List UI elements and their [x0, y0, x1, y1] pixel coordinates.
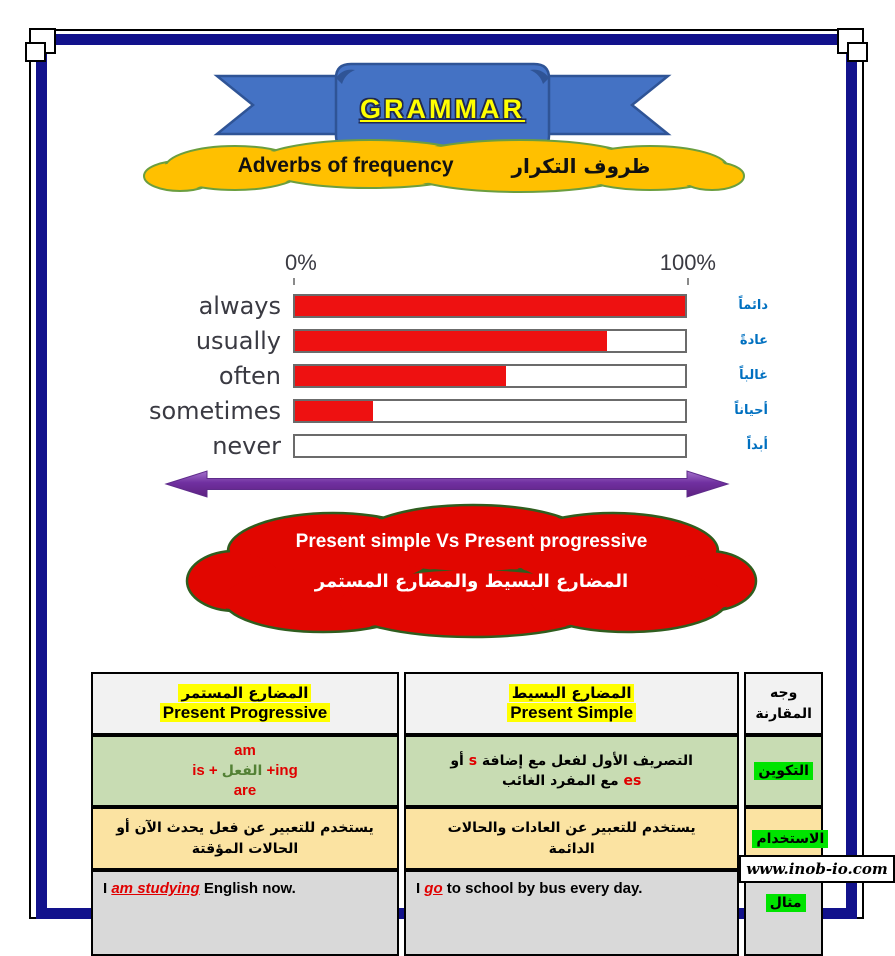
- chart-bar-fill: [295, 296, 685, 316]
- formation-ing: +ing: [262, 761, 298, 779]
- formation-is-line: [99, 761, 391, 781]
- example-row: [91, 870, 823, 956]
- header-simple-en: Present Simple: [507, 703, 636, 722]
- example-progressive-cell: [91, 870, 399, 956]
- chart-bar-fill: [295, 331, 607, 351]
- verb-highlight: am studying: [111, 880, 200, 897]
- sentence-end: English now.: [199, 880, 296, 897]
- header-progressive-en: Present Progressive: [160, 703, 330, 722]
- chart-row: [0, 323, 893, 358]
- chart-bar-track: [293, 399, 687, 423]
- chart-bar-track: [293, 329, 687, 353]
- chart-row: [0, 358, 893, 393]
- chart-row: [0, 393, 893, 428]
- sentence-start: I: [415, 880, 425, 897]
- comparison-title-ar: المضارع البسيط والمضارع المستمر: [314, 571, 629, 592]
- formation-simple-text: [412, 751, 731, 792]
- corner-ornament: [847, 42, 868, 62]
- topic-title-ar: ظروف التكرار: [511, 154, 651, 178]
- chart-arabic-label: عادةً: [739, 333, 768, 348]
- header-aspect: [744, 672, 823, 735]
- usage-simple-text: يستخدم للتعبير عن العادات والحالات الدائمة: [447, 820, 696, 857]
- usage-row: [91, 807, 823, 870]
- formation-are: are: [233, 782, 257, 800]
- header-progressive-ar: المضارع المستمر: [178, 684, 311, 702]
- verb-highlight: go: [424, 880, 443, 897]
- chart-row: [0, 428, 893, 463]
- example-simple-sentence: [416, 880, 642, 897]
- chart-bar-fill: [295, 366, 506, 386]
- example-simple-cell: [404, 870, 739, 956]
- example-progressive-sentence: [103, 880, 296, 897]
- chart-bar-track: [293, 364, 687, 388]
- chart-arabic-label: دائماً: [738, 298, 768, 313]
- topic-title-en: Adverbs of frequency: [237, 154, 454, 177]
- usage-progressive-text: يستخدم للتعبير عن فعل يحدث الآن أو الحالات المؤقتة: [116, 820, 374, 857]
- chart-category-label: sometimes: [148, 396, 281, 425]
- chart-row: [0, 288, 893, 323]
- header-simple-ar: المضارع البسيط: [509, 684, 635, 702]
- formation-label: التكوين: [754, 762, 813, 780]
- usage-simple-cell: [404, 807, 739, 870]
- formation-simple-post: مع المفرد الغائب: [501, 773, 624, 789]
- formation-progressive-cell: [91, 735, 399, 807]
- comparison-cloud: [183, 499, 760, 643]
- chart-category-label: usually: [195, 326, 281, 355]
- chart-rows: [0, 288, 893, 463]
- chart-bar-fill: [295, 401, 373, 421]
- formation-simple-cell: [404, 735, 739, 807]
- chart-arabic-label: أبداً: [746, 438, 768, 453]
- corner-ornament: [25, 42, 46, 62]
- axis-tick: [293, 278, 295, 285]
- header-aspect-line2: المقارنة: [755, 705, 812, 722]
- chart-category-label: never: [212, 431, 281, 460]
- formation-am: am: [234, 741, 256, 759]
- topic-cloud: [140, 136, 748, 202]
- axis-max-label: 100%: [659, 250, 716, 275]
- formation-aspect-cell: [744, 735, 823, 807]
- sentence-end: to school by bus every day.: [442, 880, 643, 897]
- header-progressive: [91, 672, 399, 735]
- chart-bar-track: [293, 434, 687, 458]
- table-header-row: [91, 672, 823, 735]
- formation-s: s: [468, 752, 478, 769]
- formation-or: أو: [450, 752, 469, 769]
- comparison-title-en: Present simple Vs Present progressive: [295, 531, 648, 552]
- double-arrow-icon: [163, 468, 731, 500]
- axis-min-label: 0%: [285, 250, 317, 275]
- formation-verb-ar: الفعل: [221, 762, 263, 779]
- formation-simple-pre: التصريف الأول لفعل مع إضافة: [477, 752, 693, 769]
- chart-category-label: often: [218, 361, 281, 390]
- header-aspect-line1: وجه: [770, 684, 798, 701]
- header-simple: [404, 672, 739, 735]
- formation-es: es: [623, 773, 642, 789]
- formation-row: [91, 735, 823, 807]
- chart-category-label: always: [198, 291, 281, 320]
- watermark: www.inob-io.com: [739, 855, 895, 883]
- chart-axis: [285, 250, 716, 276]
- usage-progressive-cell: [91, 807, 399, 870]
- sentence-start: I: [103, 880, 112, 897]
- usage-label: الاستخدام: [752, 830, 828, 848]
- chart-bar-track: [293, 294, 687, 318]
- formation-is: is +: [192, 761, 222, 779]
- page-title: GRAMMAR: [360, 94, 525, 124]
- comparison-table: [86, 672, 828, 956]
- example-label: مثال: [766, 894, 806, 912]
- chart-arabic-label: أحياناً: [734, 403, 768, 418]
- chart-arabic-label: غالباً: [739, 368, 768, 383]
- axis-tick: [687, 278, 689, 285]
